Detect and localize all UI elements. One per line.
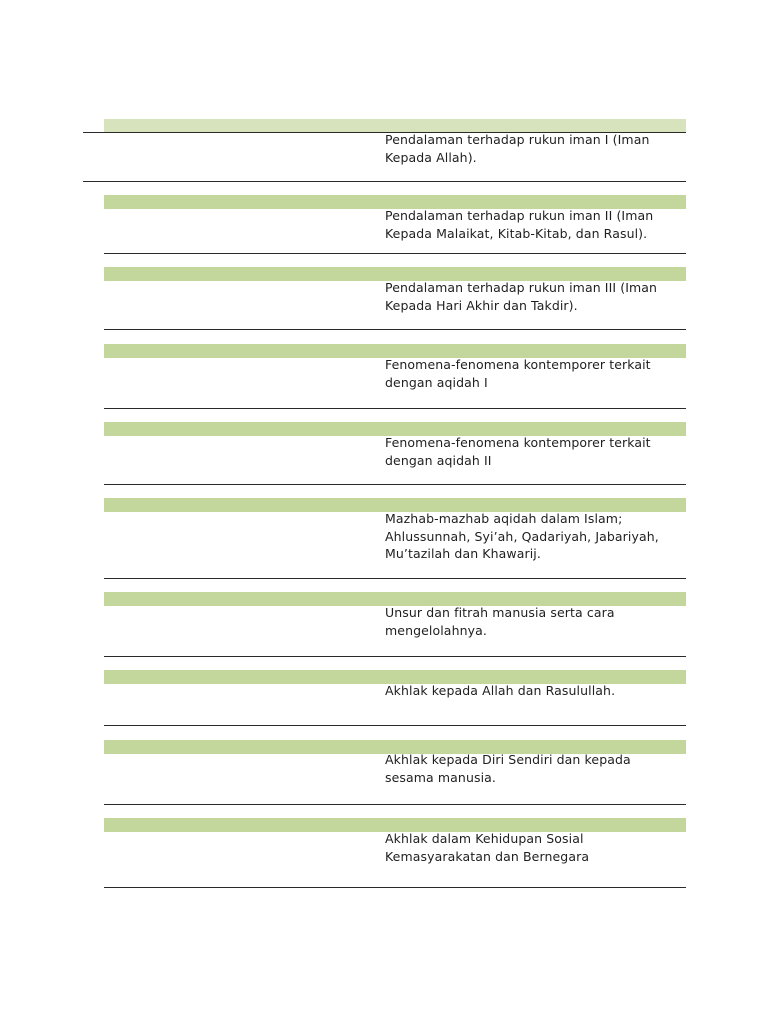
topic-text: Akhlak kepada Diri Sendiri dan kepada sesama manusia. bbox=[385, 752, 631, 785]
topic-text: Akhlak kepada Allah dan Rasulullah. bbox=[385, 683, 616, 698]
topic-text: Unsur dan fitrah manusia serta cara mengelolahnya. bbox=[385, 605, 615, 638]
topic-text: Fenomena-fenomena kontemporer terkait dengan aqidah I bbox=[385, 357, 651, 390]
row-divider bbox=[104, 887, 686, 888]
row-divider bbox=[104, 656, 686, 657]
row-divider bbox=[104, 329, 686, 330]
row-divider bbox=[104, 578, 686, 579]
topic-text: Pendalaman terhadap rukun iman III (Iman Kepada Hari Akhir dan Takdir). bbox=[385, 280, 658, 313]
row-divider bbox=[104, 253, 686, 254]
row-divider bbox=[104, 484, 686, 485]
row-divider bbox=[104, 408, 686, 409]
topic-text: Pendalaman terhadap rukun iman II (Iman Kepada Malaikat, Kitab-Kitab, dan Rasul). bbox=[385, 208, 654, 241]
row-divider bbox=[83, 181, 686, 182]
topic-text: Fenomena-fenomena kontemporer terkait dengan aqidah II bbox=[385, 435, 651, 468]
topic-text: Pendalaman terhadap rukun iman I (Iman Kepada Allah). bbox=[385, 132, 650, 165]
row-divider bbox=[104, 804, 686, 805]
topic-text: Mazhab-mazhab aqidah dalam Islam; Ahlussunnah, Syi’ah, Qadariyah, Jabariyah, Mu’tazilah dan Khawarij. bbox=[385, 511, 659, 561]
topic-text: Akhlak dalam Kehidupan Sosial Kemasyarakatan dan Bernegara bbox=[385, 831, 590, 864]
row-divider bbox=[104, 725, 686, 726]
